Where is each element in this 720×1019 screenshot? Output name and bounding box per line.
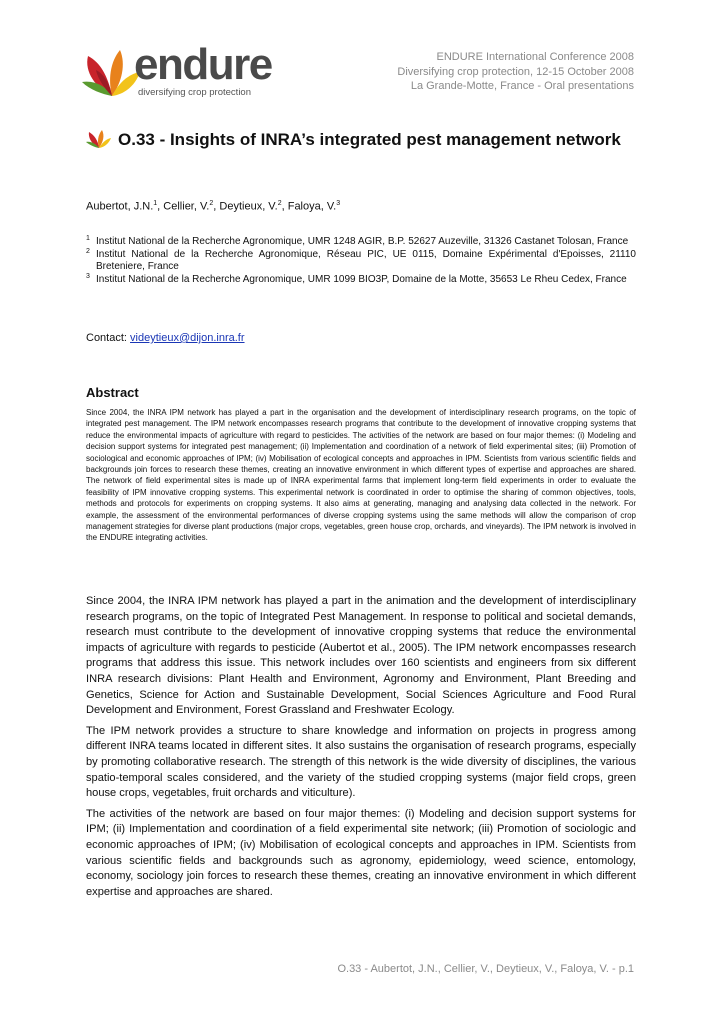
flower-icon <box>86 128 112 150</box>
paper-title: O.33 - Insights of INRA’s integrated pest management network <box>118 130 621 149</box>
author-name: Cellier, V. <box>163 200 210 213</box>
logo-wordmark: endure <box>134 40 272 89</box>
author-list <box>86 200 340 213</box>
conference-line-1: ENDURE International Conference 2008 <box>436 51 634 63</box>
logo-tagline: diversifying crop protection <box>138 87 251 98</box>
body-paragraph: The IPM network provides a structure to share knowledge and information on projects in progress among different INRA teams located in different sites. It also sustains the organisation of research programs, especially by promoting collaborative research. The strength of this network is the wide diversity of disciplines, the various spatio-temporal scales considered, and the variety of the studied cropping systems (major field crops, green house crops, vegetables, fruit orchards and viticulture). <box>86 724 636 800</box>
affiliation-text: Institut National de la Recherche Agronomique, Réseau PIC, UE 0115, Domaine Expérimental d'Epoisses, 21110 Breteniere, France <box>96 248 636 272</box>
author-sup: 2 <box>277 200 282 207</box>
body-paragraph: The activities of the network are based on four major themes: (i) Modeling and decision support systems for IPM; (ii) Implementation and coordination of a field experimental site network; (iii) Promotion of sociologic and economic approaches of IPM; (iv) Mobilisation of ecological concepts and approaches in IPM. Scientists from various scientific fields and backgrounds such as agronomy, epidemiology, weed science, entomology, economy, sociology join forces to research these themes, creating an innovative environment in which different expertise and approaches are shared. <box>86 807 636 898</box>
affiliation-text: Institut National de la Recherche Agronomique, UMR 1099 BIO3P, Domaine de la Motte, 35653 Le Rheu Cedex, France <box>96 273 627 285</box>
affiliation-text: Institut National de la Recherche Agronomique, UMR 1248 AGIR, B.P. 52627 Auzeville, 31326 Castanet Tolosan, France <box>96 236 629 247</box>
body-text <box>86 594 636 905</box>
affiliation-list <box>86 236 636 286</box>
flower-icon <box>82 44 142 102</box>
page-footer: O.33 - Aubertot, J.N., Cellier, V., Deytieux, V., Faloya, V. - p.1 <box>337 963 634 975</box>
affiliation-number: 1 <box>86 235 90 242</box>
author-name: Deytieux, V. <box>219 200 278 213</box>
abstract-heading: Abstract <box>86 385 139 400</box>
author-name: Faloya, V. <box>287 200 337 213</box>
contact-line <box>86 332 245 344</box>
author-sup: 3 <box>336 200 341 207</box>
conference-line-3: La Grande-Motte, France - Oral presentations <box>410 80 634 92</box>
contact-label: Contact: <box>86 332 127 344</box>
affiliation-item <box>86 274 636 287</box>
conference-line-2: Diversifying crop protection, 12-15 October 2008 <box>397 65 634 78</box>
author-separator: , <box>213 200 220 213</box>
title-block <box>86 128 636 152</box>
author-separator: , <box>157 200 164 213</box>
affiliation-item <box>86 249 636 274</box>
endure-logo <box>82 40 272 102</box>
author-sup: 2 <box>209 200 214 207</box>
author-name: Aubertot, J.N. <box>86 200 154 213</box>
affiliation-number: 2 <box>86 247 90 255</box>
contact-email-link[interactable]: videytieux@dijon.inra.fr <box>130 332 245 344</box>
affiliation-number: 3 <box>86 272 90 280</box>
abstract-text: Since 2004, the INRA IPM network has played a part in the organisation and the development of interdisciplinary research programs, on the topic of integrated pest management. The IPM network encompasses research programs that contribute to the development of innovative cropping systems that reduce the environmental impacts of agriculture with regard to pesticides. The activities of the network are based on four major themes: (i) Modeling and decision support systems for integrated pest management; (ii) Implementation and coordination of a network of field experimental sites; (iii) Promotion of sociological and economic approaches of IPM; (iv) Mobilisation of ecological concepts and approaches in IPM. Scientists from various scientific fields and backgrounds join forces to research these themes, creating an innovative environment in which different types of expertise and approaches are shared. The network of field experimental sites is made up of INRA experimental farms that implement long-term field experiments in order to evaluate the feasibility of IPM innovative cropping systems. This experimental network is coordinated in order to optimise the sharing of common objectives, tools, methods and protocols for experiments on cropping systems. It also aims at generating, managing and analysing data collected in the network. For example, the assessment of the environmental performances of diverse cropping systems using the same methods will allow the comparison of crop management strategies for diverse plant productions (major crops, vegetables, green house crop, orchards, and vineyards). The IPM network is involved in the ENDURE integrating activities. <box>86 408 636 543</box>
affiliation-item <box>86 236 636 249</box>
conference-info <box>334 50 634 94</box>
body-paragraph: Since 2004, the INRA IPM network has played a part in the animation and the development of interdisciplinary research programs, on the topic of Integrated Pest Management. In response to political and societal demands, research must contribute to the development of innovative cropping systems that reduce the environmental impacts of agriculture with regards to pesticide (Aubertot et al., 2005). The IPM network encompasses research programs that address this issue. This network includes over 160 scientists and engineers from six different INRA research divisions: Plant Health and Environment, Agronomy and Environment, Plant Breeding and Genetics, Science for Action and Sustainable Development, Social Sciences Agriculture and Food Rural Development and Environment, Forest Grassland and Freshwater Ecology. <box>86 595 636 717</box>
author-separator: , <box>281 200 288 213</box>
author-sup: 1 <box>153 200 158 207</box>
